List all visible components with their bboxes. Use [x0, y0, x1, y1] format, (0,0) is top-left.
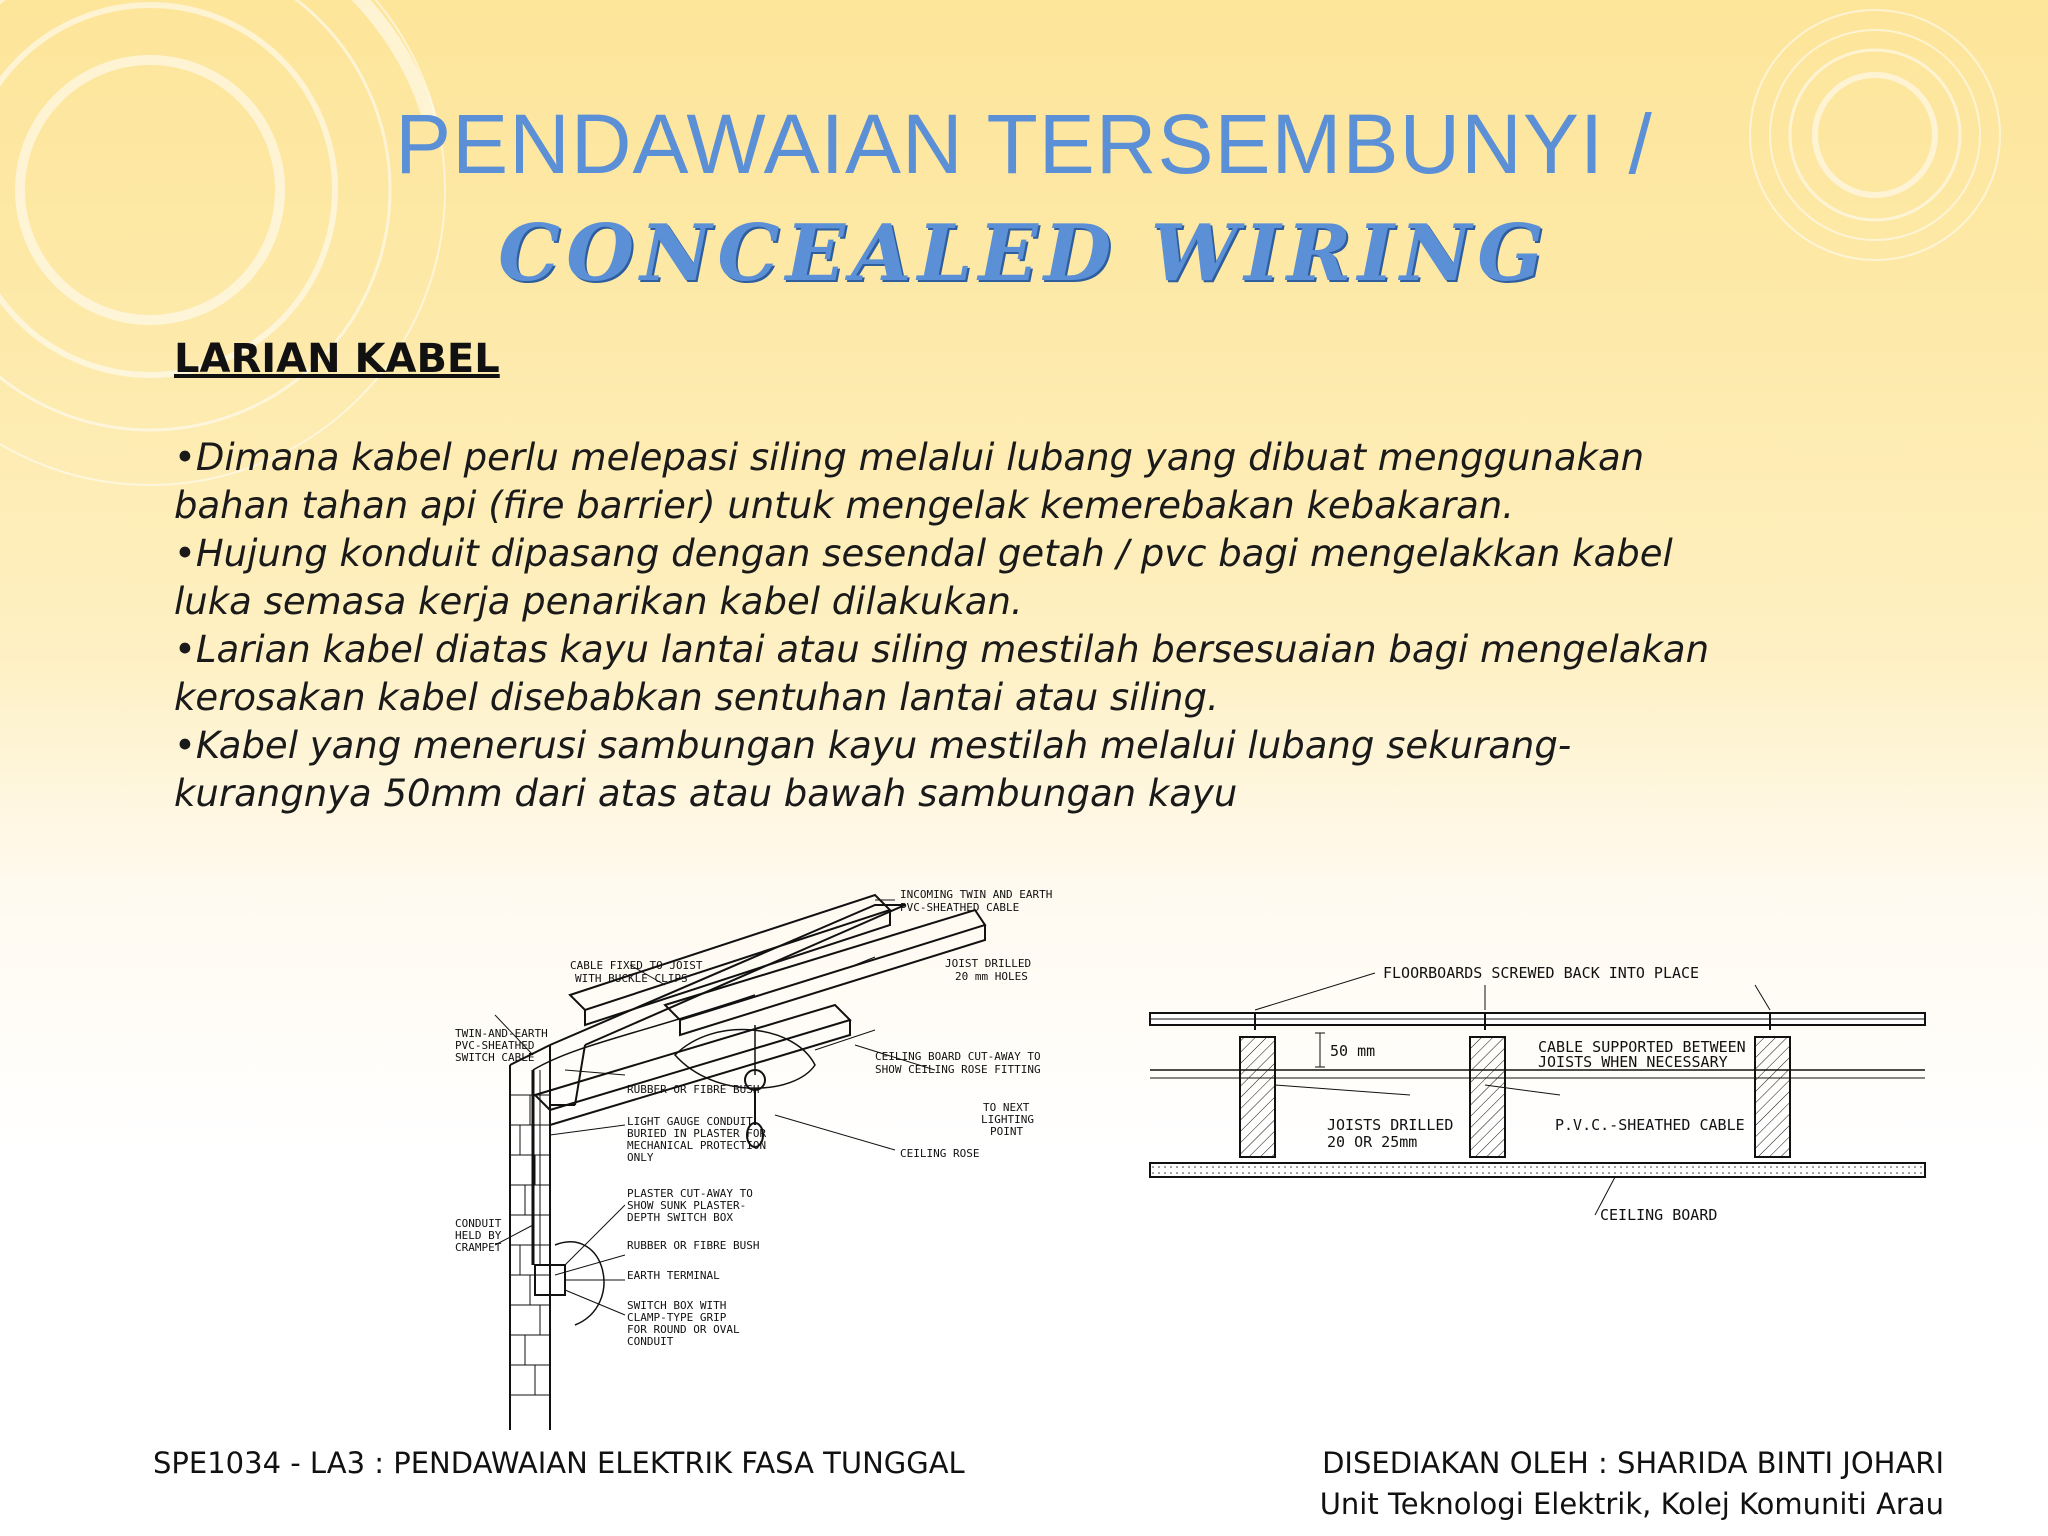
label: RUBBER OR FIBRE BUSH — [627, 1083, 760, 1096]
label: 20 mm HOLES — [955, 970, 1028, 983]
bullet-item: •Kabel yang menerusi sambungan kayu mestilah melalui lubang sekurang-kurangnya 50mm dari atas atau bawah sambungan kayu — [174, 724, 1572, 815]
label: SWITCH BOX WITH — [627, 1299, 727, 1312]
label: PLASTER CUT-AWAY TO — [627, 1187, 753, 1200]
label: POINT — [990, 1125, 1024, 1138]
label: CABLE FIXED TO JOIST — [570, 959, 703, 972]
footer-author: DISEDIAKAN OLEH : SHARIDA BINTI JOHARI — [1322, 1446, 1944, 1480]
label: MECHANICAL PROTECTION — [627, 1139, 767, 1152]
label: RUBBER OR FIBRE BUSH — [627, 1239, 760, 1252]
label: JOISTS WHEN NECESSARY — [1538, 1053, 1728, 1071]
label: CRAMPET — [455, 1241, 502, 1254]
section-heading: LARIAN KABEL — [174, 336, 500, 382]
label: EARTH TERMINAL — [627, 1269, 720, 1282]
label: SHOW CEILING ROSE FITTING — [875, 1063, 1041, 1076]
label: HELD BY — [455, 1229, 502, 1242]
label: INCOMING TWIN AND EARTH — [900, 888, 1053, 901]
label: TO NEXT — [983, 1101, 1030, 1114]
bullet-item: •Hujung konduit dipasang dengan sesendal getah / pvc bagi mengelakkan kabel luka semasa kerja penarikan kabel dilakukan. — [174, 532, 1673, 623]
label: LIGHTING — [981, 1113, 1034, 1126]
footer-institution: Unit Teknologi Elektrik, Kolej Komuniti Arau — [1319, 1487, 1944, 1521]
label: TWIN-AND-EARTH — [455, 1027, 548, 1040]
concealed-wiring-diagram — [455, 885, 1055, 1430]
label: CEILING ROSE — [900, 1147, 980, 1160]
floor-section-diagram — [1145, 955, 1930, 1230]
label: FLOORBOARDS SCREWED BACK INTO PLACE — [1383, 964, 1700, 982]
label: SHOW SUNK PLASTER- — [627, 1199, 747, 1212]
label: PVC-SHEATHED — [455, 1039, 535, 1052]
label: SWITCH CABLE — [455, 1051, 535, 1064]
label: WITH BUCKLE CLIPS — [575, 972, 688, 985]
slide-subtitle: CONCEALED WIRING — [498, 208, 1550, 299]
label: P.V.C.-SHEATHED CABLE — [1555, 1116, 1745, 1134]
label: CEILING BOARD — [1600, 1206, 1718, 1224]
label: FOR ROUND OR OVAL — [627, 1323, 740, 1336]
label: CEILING BOARD CUT-AWAY TO — [875, 1050, 1041, 1063]
bullet-item: •Dimana kabel perlu melepasi siling melalui lubang yang dibuat menggunakan bahan tahan api (fire barrier) untuk mengelak kemerebakan kebakaran. — [174, 436, 1645, 527]
bullet-item: •Larian kabel diatas kayu lantai atau siling mestilah bersesuaian bagi mengelakan kerosakan kabel disebabkan sentuhan lantai atau siling. — [174, 628, 1710, 719]
label: BURIED IN PLASTER FOR — [627, 1127, 767, 1140]
footer-course: SPE1034 - LA3 : PENDAWAIAN ELEKTRIK FASA TUNGGAL — [153, 1446, 965, 1480]
label: PVC-SHEATHED CABLE — [900, 901, 1020, 914]
label: JOIST DRILLED — [945, 957, 1032, 970]
label: CABLE SUPPORTED BETWEEN — [1538, 1038, 1746, 1056]
label: JOISTS DRILLED — [1327, 1116, 1454, 1134]
label: ONLY — [627, 1151, 654, 1164]
label: 50 mm — [1330, 1042, 1376, 1060]
bullet-list — [174, 434, 1734, 818]
label: LIGHT GAUGE CONDUIT — [627, 1115, 753, 1128]
label: CONDUIT — [455, 1217, 502, 1230]
label: CLAMP-TYPE GRIP — [627, 1311, 727, 1324]
label: CONDUIT — [627, 1335, 674, 1348]
label: DEPTH SWITCH BOX — [627, 1211, 733, 1224]
label: 20 OR 25mm — [1327, 1133, 1418, 1151]
slide-title: PENDAWAIAN TERSEMBUNYI / — [395, 97, 1653, 191]
